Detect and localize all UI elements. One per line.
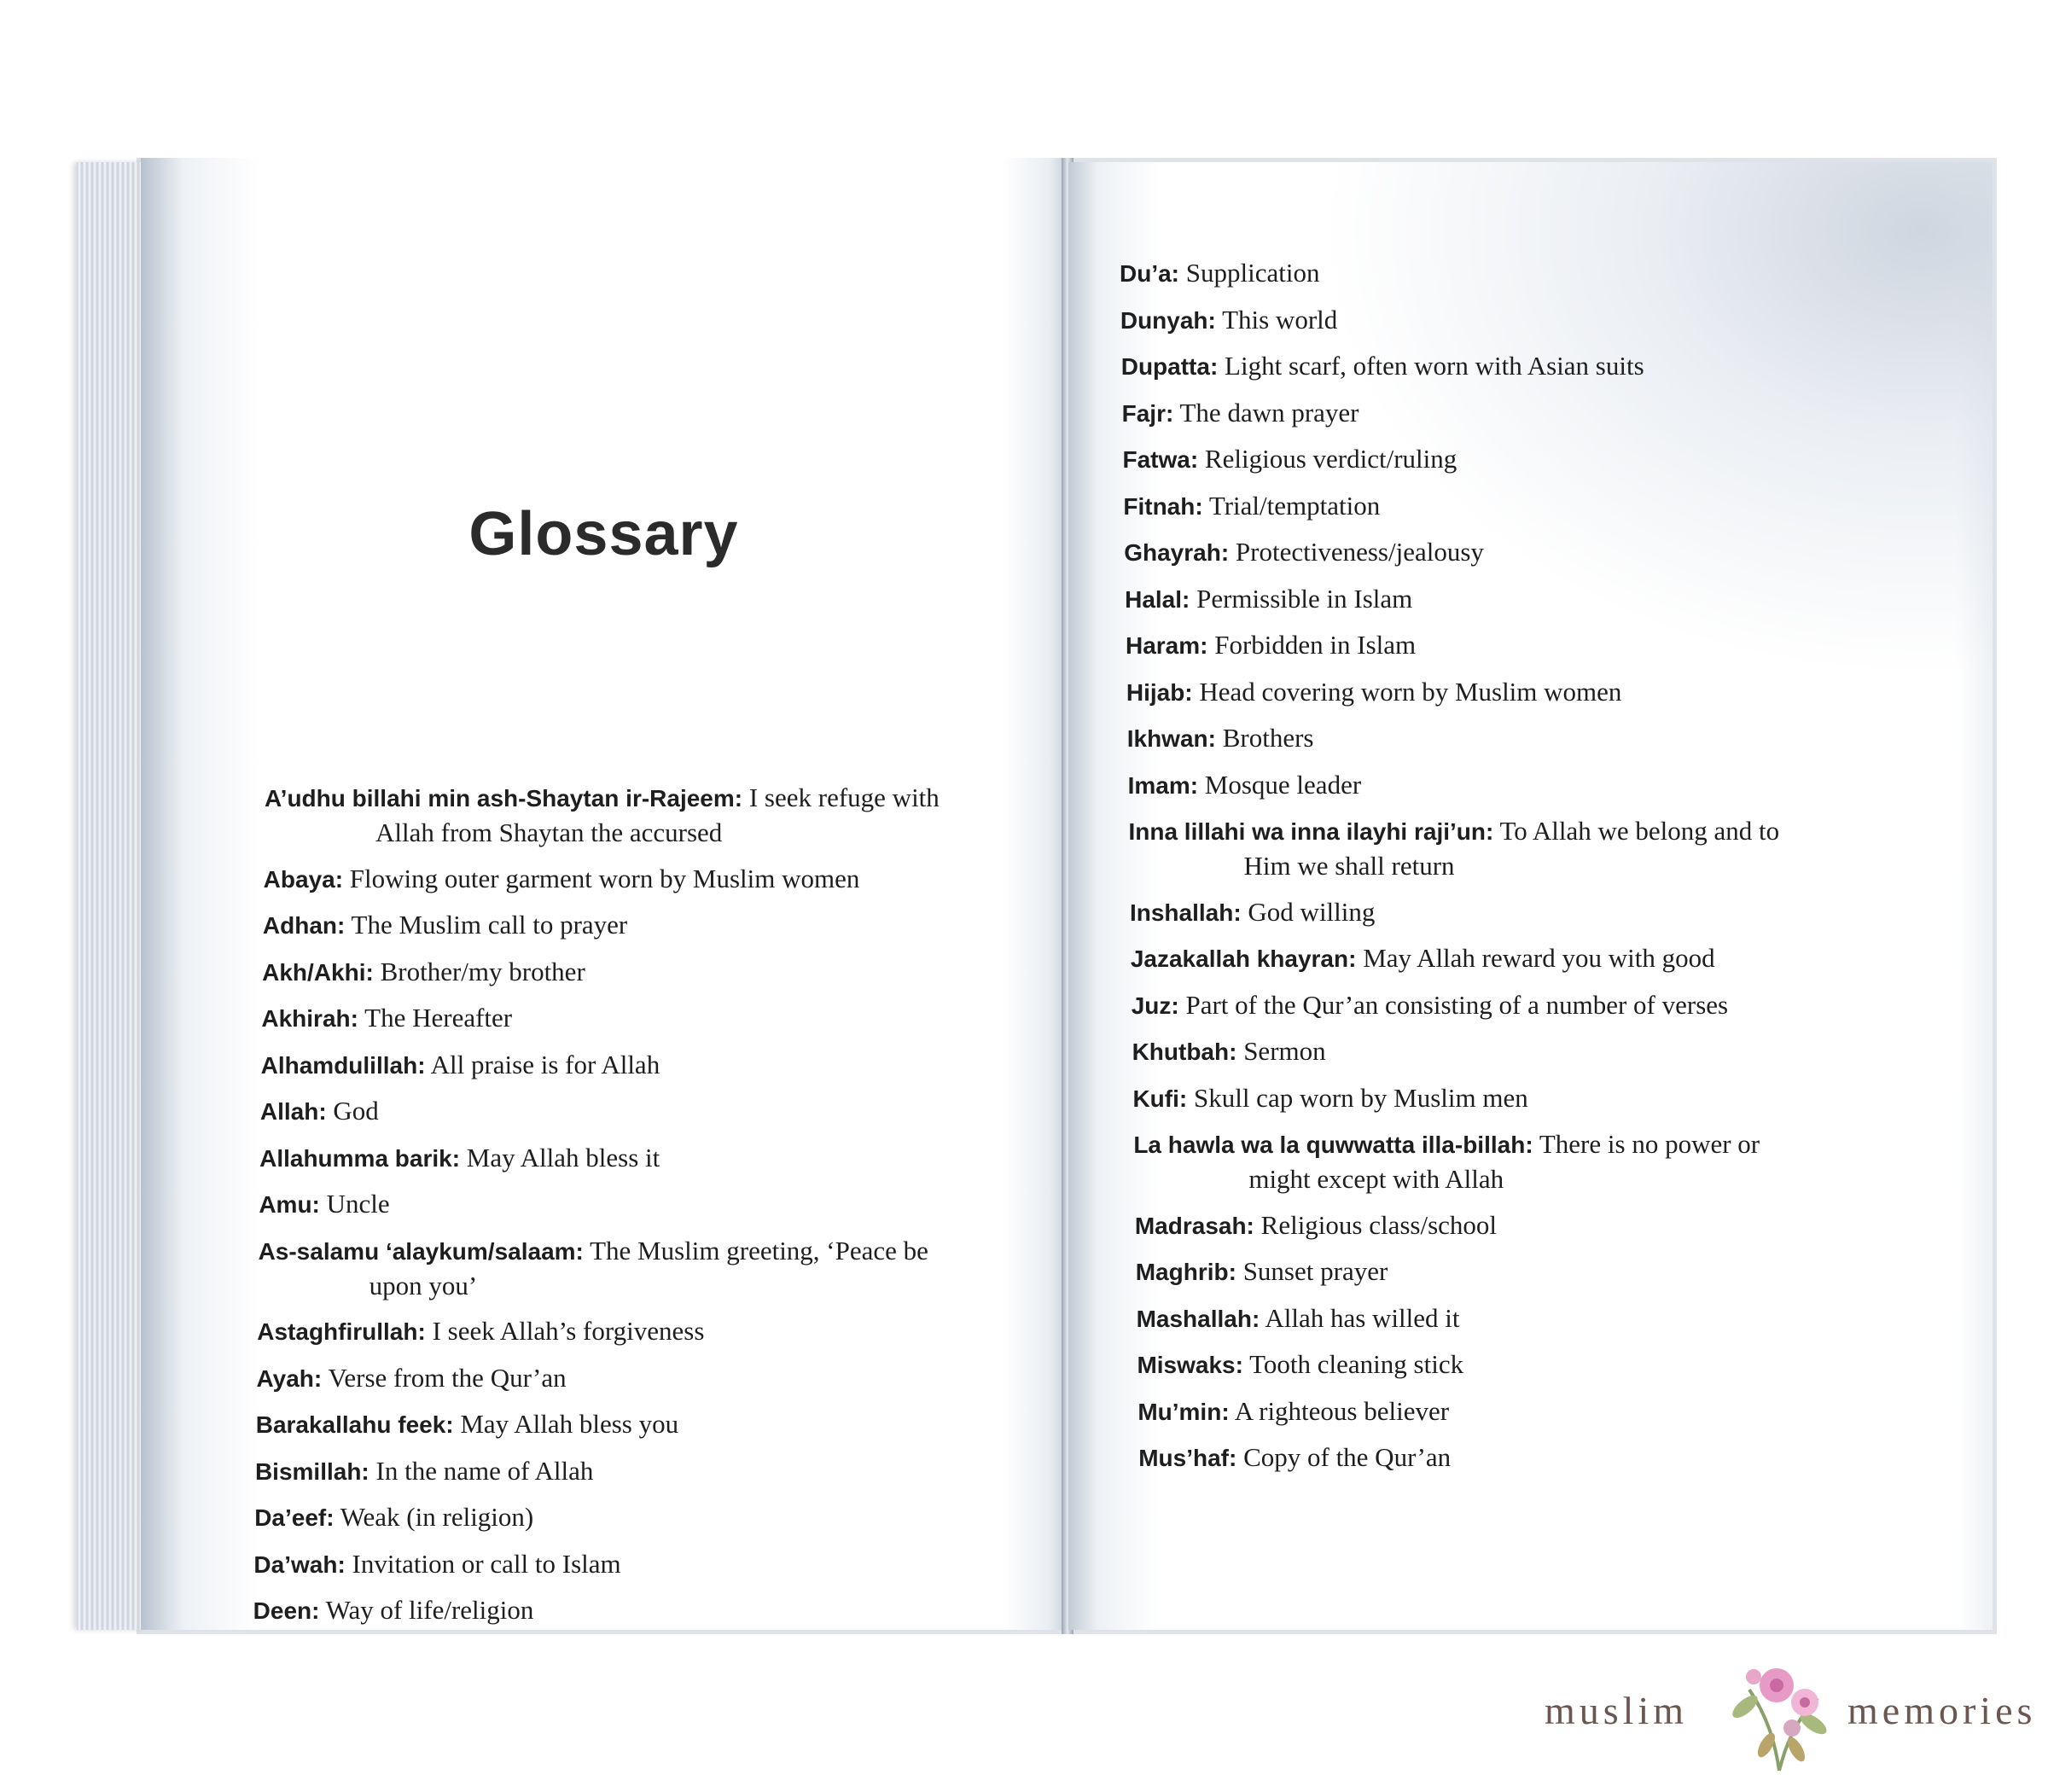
glossary-definition: The Muslim greeting, ‘Peace be — [590, 1235, 928, 1265]
glossary-term: Fitnah: — [1123, 492, 1203, 520]
glossary-entry — [253, 1593, 534, 1628]
glossary-term: Mu’min: — [1137, 1398, 1230, 1425]
glossary-definition: Forbidden in Islam — [1214, 630, 1417, 660]
glossary-term: Da’eef: — [254, 1504, 335, 1531]
glossary-entry — [1125, 582, 1412, 617]
glossary-definition: May Allah bless you — [460, 1409, 679, 1439]
glossary-definition: God willing — [1248, 896, 1376, 927]
glossary-definition: Protectiveness/jealousy — [1235, 537, 1484, 567]
glossary-term: Abaya: — [263, 865, 344, 893]
glossary-term: Halal: — [1125, 585, 1190, 613]
glossary-term: Du’a: — [1120, 260, 1179, 287]
glossary-term: Juz: — [1131, 992, 1179, 1019]
glossary-term: Madrasah: — [1134, 1212, 1254, 1239]
glossary-definition: To Allah we belong and to — [1499, 816, 1780, 846]
glossary-entry — [256, 1407, 678, 1442]
glossary-term: Astaghfirullah: — [257, 1318, 426, 1345]
glossary-definition: Sermon — [1243, 1036, 1326, 1066]
glossary-definition: Head covering worn by Muslim women — [1199, 676, 1622, 707]
glossary-entry — [253, 1547, 620, 1582]
glossary-term: Maghrib: — [1135, 1259, 1236, 1285]
glossary-term: Fatwa: — [1122, 446, 1199, 473]
glossary-entry — [1135, 1208, 1497, 1243]
glossary-definition: I seek refuge with — [748, 783, 940, 812]
glossary-definition: Weak (in religion) — [340, 1502, 534, 1532]
glossary-term: Bismillah: — [254, 1457, 369, 1485]
glossary-definition: Tooth cleaning stick — [1249, 1349, 1464, 1379]
glossary-term: Amu: — [259, 1191, 320, 1218]
glossary-definition: Religious verdict/ruling — [1204, 444, 1457, 474]
glossary-term: Akh/Akhi: — [262, 958, 374, 986]
glossary-definition: Permissible in Islam — [1196, 583, 1413, 614]
glossary-term: Ayah: — [256, 1364, 323, 1392]
glossary-term: Dupatta: — [1120, 353, 1219, 380]
glossary-definition-continued: Him we shall return — [1243, 851, 1455, 881]
glossary-entry — [1132, 1034, 1326, 1069]
glossary-definition: Way of life/religion — [325, 1595, 534, 1625]
glossary-definition: The Muslim call to prayer — [351, 910, 628, 940]
glossary-term: A’udhu billahi min ash-Shaytan ir-Rajeem: — [265, 785, 743, 812]
glossary-definition: Uncle — [326, 1189, 390, 1219]
glossary-definition: Allah has willed it — [1265, 1302, 1460, 1333]
glossary-entry — [1126, 628, 1416, 663]
glossary-entry — [1123, 489, 1380, 524]
glossary-definition: Copy of the Qur’an — [1243, 1442, 1452, 1472]
glossary-entry — [1126, 675, 1622, 710]
glossary-entry — [256, 1361, 566, 1396]
glossary-term: Mus’haf: — [1138, 1445, 1237, 1471]
glossary-entry — [1136, 1254, 1388, 1289]
logo-word-memories: memories — [1847, 1689, 2037, 1732]
glossary-definition: Light scarf, often worn with Asian suits — [1225, 351, 1644, 381]
glossary-entry — [1137, 1301, 1460, 1336]
glossary-definition: The dawn prayer — [1179, 397, 1359, 428]
flower-icon — [1715, 1655, 1843, 1775]
glossary-entry — [265, 781, 940, 850]
page-edges — [77, 162, 145, 1630]
glossary-definition-continued: might except with Allah — [1248, 1164, 1504, 1194]
glossary-term: Imam: — [1127, 771, 1199, 799]
glossary-entry — [1120, 256, 1319, 291]
glossary-entry — [1120, 303, 1337, 338]
glossary-definition: In the name of Allah — [375, 1455, 594, 1486]
glossary-term: Adhan: — [262, 912, 346, 939]
glossary-definition: Flowing outer garment worn by Muslim women — [349, 863, 860, 893]
glossary-term: Miswaks: — [1137, 1352, 1243, 1378]
glossary-definition: All praise is for Allah — [430, 1049, 660, 1079]
glossary-entry — [260, 1094, 379, 1129]
glossary-definition-continued: Allah from Shaytan the accursed — [375, 817, 723, 847]
glossary-term: Kufi: — [1132, 1085, 1188, 1112]
glossary-term: Haram: — [1125, 632, 1208, 659]
glossary-entry — [257, 1314, 704, 1349]
glossary-definition: God — [333, 1096, 379, 1126]
glossary-entry — [1121, 349, 1644, 384]
glossary-definition: Sunset prayer — [1242, 1256, 1388, 1286]
glossary-term: As-salamu ‘alaykum/salaam: — [258, 1237, 584, 1265]
glossary-entry — [261, 1001, 512, 1036]
glossary-entry — [1122, 396, 1359, 431]
glossary-entry — [1131, 941, 1715, 976]
glossary-entry — [1137, 1347, 1463, 1382]
glossary-term: Inna lillahi wa inna ilayhi raji’un: — [1128, 818, 1494, 845]
glossary-entry — [255, 1454, 593, 1489]
glossary-entry — [1133, 1127, 1760, 1196]
glossary-definition: Trial/temptation — [1208, 490, 1381, 521]
glossary-entry — [263, 908, 627, 943]
glossary-entry — [1124, 535, 1484, 570]
glossary-definition: Supplication — [1185, 258, 1320, 288]
glossary-term: La hawla wa la quwwatta illa-billah: — [1133, 1132, 1533, 1158]
left-page — [141, 158, 1067, 1630]
glossary-term: Allah: — [259, 1098, 327, 1125]
glossary-entry — [1127, 721, 1314, 756]
glossary-term: Jazakallah khayran: — [1130, 945, 1357, 972]
glossary-entry — [1137, 1394, 1449, 1429]
glossary-definition: There is no power or — [1539, 1129, 1760, 1159]
glossary-term: Khutbah: — [1132, 1039, 1237, 1065]
logo-word-muslim: muslim — [1545, 1689, 1689, 1732]
glossary-term: Mashallah: — [1136, 1305, 1260, 1332]
glossary-definition: Skull cap worn by Muslim men — [1193, 1082, 1528, 1113]
glossary-entry — [264, 862, 860, 897]
glossary-term: Fajr: — [1121, 399, 1174, 427]
glossary-entry — [1128, 814, 1779, 883]
glossary-definition: A righteous believer — [1234, 1395, 1450, 1426]
glossary-definition: May Allah reward you with good — [1363, 943, 1715, 973]
glossary-definition-continued: upon you’ — [369, 1270, 478, 1300]
glossary-definition: This world — [1222, 304, 1338, 335]
glossary-term: Hijab: — [1126, 678, 1193, 706]
glossary-entry — [259, 1234, 928, 1303]
glossary-term: Da’wah: — [253, 1551, 346, 1578]
glossary-term: Alhamdulillah: — [260, 1051, 426, 1079]
glossary-term: Inshallah: — [1129, 899, 1242, 926]
glossary-definition: May Allah bless it — [466, 1142, 660, 1172]
glossary-entry — [1132, 1081, 1527, 1116]
glossary-term: Barakallahu feek: — [255, 1411, 454, 1438]
glossary-definition: Religious class/school — [1260, 1209, 1498, 1240]
glossary-entry — [1132, 988, 1728, 1023]
glossary-term: Ghayrah: — [1124, 539, 1230, 566]
glossary-term: Deen: — [253, 1597, 320, 1624]
glossary-entry — [1138, 1440, 1451, 1475]
glossary-entry — [259, 1187, 389, 1222]
glossary-definition: Mosque leader — [1204, 769, 1362, 800]
glossary-entry — [261, 1048, 660, 1083]
glossary-term: Allahumma barik: — [259, 1144, 461, 1172]
glossary-term: Ikhwan: — [1126, 725, 1216, 752]
glossary-definition: The Hereafter — [364, 1003, 513, 1033]
glossary-definition: Part of the Qur’an consisting of a number of verses — [1185, 989, 1729, 1020]
glossary-entry — [254, 1500, 533, 1535]
glossary-definition: I seek Allah’s forgiveness — [432, 1316, 705, 1346]
brand-logo — [1545, 1655, 2048, 1775]
glossary-definition: Brother/my brother — [380, 956, 585, 986]
glossary-definition: Verse from the Qur’an — [328, 1362, 567, 1393]
glossary-entry — [1122, 442, 1457, 477]
glossary-entry — [1128, 768, 1362, 803]
glossary-term: Dunyah: — [1120, 306, 1216, 334]
page-title: Glossary — [468, 500, 739, 568]
glossary-entry — [1130, 895, 1375, 930]
glossary-definition: Brothers — [1222, 723, 1314, 753]
glossary-term: Akhirah: — [261, 1005, 358, 1032]
glossary-definition: Invitation or call to Islam — [352, 1548, 621, 1579]
glossary-entry — [259, 1141, 660, 1176]
glossary-entry — [262, 955, 585, 990]
right-page — [1068, 162, 1993, 1630]
